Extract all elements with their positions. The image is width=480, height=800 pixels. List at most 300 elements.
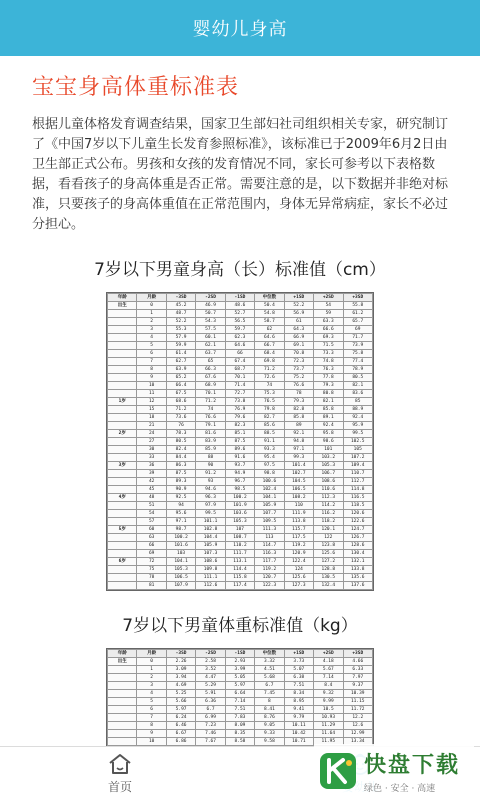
table-cell: 27 — [137, 438, 166, 446]
table-cell: 82.3 — [225, 422, 254, 430]
watermark-logo-icon — [318, 751, 358, 791]
table-cell: 11.29 — [314, 722, 343, 730]
table-row — [108, 566, 373, 574]
table-cell: 5.05 — [225, 674, 254, 682]
table-cell: 95.6 — [166, 510, 195, 518]
table-cell: 84.4 — [166, 454, 195, 462]
watermark-subtext: 绿色 · 安全 · 高速 — [364, 784, 436, 794]
table-cell: 74.8 — [314, 358, 343, 366]
table-cell: 66.3 — [196, 366, 225, 374]
table-cell: 5.66 — [166, 698, 195, 706]
table-cell: 1 — [137, 310, 166, 318]
table-cell: 48 — [137, 494, 166, 502]
table-cell: 8.09 — [225, 722, 254, 730]
table-cell: 10 — [137, 382, 166, 390]
table-row — [108, 462, 373, 470]
table-cell: 5.67 — [314, 666, 343, 674]
table-cell: 109.8 — [196, 566, 225, 574]
table-cell: 2.93 — [225, 658, 254, 666]
table-cell: 107.9 — [166, 582, 195, 590]
table-cell: 128.6 — [343, 542, 373, 550]
table-cell: 105.9 — [255, 502, 284, 510]
table-cell: 105 — [343, 446, 373, 454]
table-cell: 103 — [166, 550, 195, 558]
table-cell: 61.2 — [343, 310, 373, 318]
table-cell: 6岁 — [108, 558, 137, 566]
table-cell: 120.9 — [284, 550, 313, 558]
table-row — [108, 674, 373, 682]
table-cell: 88.5 — [255, 430, 284, 438]
table-cell: 76.5 — [255, 398, 284, 406]
table-cell: 7.67 — [196, 738, 225, 746]
table-cell: 85.6 — [255, 422, 284, 430]
table-row — [108, 414, 373, 422]
table-cell: 82.8 — [284, 406, 313, 414]
table-cell: 7.97 — [343, 674, 373, 682]
table-cell: 3岁 — [108, 462, 137, 470]
table-cell: 95.9 — [343, 422, 373, 430]
table-cell: 78 — [284, 390, 313, 398]
table-cell: 101.6 — [166, 542, 195, 550]
table-cell: 11.15 — [343, 698, 373, 706]
table-row — [108, 518, 373, 526]
table-cell: 71.7 — [343, 334, 373, 342]
table-cell: 116.5 — [343, 494, 373, 502]
table-cell: 110.7 — [343, 470, 373, 478]
table-cell: 126.7 — [343, 534, 373, 542]
table-cell: 63 — [137, 534, 166, 542]
table-cell: 116.3 — [255, 550, 284, 558]
table-cell: 9.58 — [255, 738, 284, 746]
table-cell: 107 — [225, 526, 254, 534]
table-cell: 45.2 — [166, 302, 195, 310]
table-cell: 103.2 — [314, 454, 343, 462]
table-cell: 62.7 — [166, 358, 195, 366]
table-cell — [108, 738, 137, 746]
table-cell: 116.2 — [314, 510, 343, 518]
table-header-cell: 中位数 — [255, 294, 284, 302]
table-cell: 85 — [343, 398, 373, 406]
table-cell: 98.8 — [255, 470, 284, 478]
table-cell: 6.99 — [196, 714, 225, 722]
table-cell: 96.3 — [196, 494, 225, 502]
table-cell: 117.5 — [284, 534, 313, 542]
table-cell: 105.9 — [196, 542, 225, 550]
table-cell: 73.9 — [343, 342, 373, 350]
table-cell: 75.2 — [284, 374, 313, 382]
table-cell: 98.7 — [166, 526, 195, 534]
table-cell: 9 — [137, 730, 166, 738]
table-cell: 71.2 — [166, 406, 195, 414]
table-row — [108, 366, 373, 374]
table-cell: 66 — [137, 542, 166, 550]
table-cell: 71.2 — [196, 398, 225, 406]
table-cell: 72.3 — [284, 358, 313, 366]
table-cell: 87.5 — [166, 470, 195, 478]
table-cell: 8 — [137, 366, 166, 374]
table-cell: 7 — [137, 714, 166, 722]
height-table-image — [106, 292, 374, 591]
table-header-cell: 月龄 — [137, 650, 166, 658]
table-cell: 100.2 — [225, 494, 254, 502]
table-header-cell: +3SD — [343, 650, 373, 658]
table-cell: 62.3 — [225, 334, 254, 342]
table-cell: 114.4 — [225, 566, 254, 574]
table-cell: 8 — [137, 722, 166, 730]
table-cell: 18 — [137, 414, 166, 422]
table-cell: 10.5 — [314, 706, 343, 714]
table-cell: 57.5 — [196, 326, 225, 334]
table-cell: 5.97 — [166, 706, 195, 714]
table-cell: 118.5 — [343, 502, 373, 510]
table-row — [108, 478, 373, 486]
table-cell: 103.6 — [225, 510, 254, 518]
table-cell — [108, 714, 137, 722]
table-row — [108, 666, 373, 674]
table-cell: 45 — [137, 486, 166, 494]
table-cell: 92.4 — [343, 414, 373, 422]
table-cell: 15 — [137, 406, 166, 414]
table-cell: 112.3 — [314, 494, 343, 502]
table-cell: 85.1 — [225, 430, 254, 438]
table-cell: 3.32 — [255, 658, 284, 666]
table-cell: 94 — [166, 502, 195, 510]
table-cell: 92.5 — [166, 494, 195, 502]
table-cell: 80.5 — [166, 438, 195, 446]
table-cell: 112.6 — [196, 582, 225, 590]
table-row — [108, 382, 373, 390]
table-cell: 107.3 — [196, 550, 225, 558]
table-cell — [108, 446, 137, 454]
table-cell: 90.9 — [166, 486, 195, 494]
table-cell: 82.1 — [343, 382, 373, 390]
table-cell: 2 — [137, 674, 166, 682]
table-cell: 13.34 — [343, 738, 373, 746]
table-cell: 120.1 — [314, 526, 343, 534]
table-cell: 93.3 — [255, 446, 284, 454]
table-row — [108, 342, 373, 350]
table-cell: 75.8 — [343, 350, 373, 358]
table-cell — [108, 310, 137, 318]
table-cell: 67.6 — [196, 374, 225, 382]
table-cell: 119.2 — [255, 566, 284, 574]
table-row — [108, 534, 373, 542]
table-cell — [108, 326, 137, 334]
table-cell: 82.4 — [166, 446, 195, 454]
table-cell: 9.41 — [284, 706, 313, 714]
table-row — [108, 310, 373, 318]
table-cell: 9.32 — [314, 690, 343, 698]
title-bar — [0, 0, 480, 56]
table-cell: 9.05 — [255, 722, 284, 730]
table-cell: 68.7 — [225, 366, 254, 374]
table-cell: 6.7 — [196, 706, 225, 714]
table-cell: 58.7 — [255, 318, 284, 326]
table-row — [108, 438, 373, 446]
tab-home[interactable] — [0, 747, 240, 800]
table-cell: 61.4 — [166, 350, 195, 358]
table-cell: 122.4 — [284, 558, 313, 566]
table-cell: 79.1 — [196, 422, 225, 430]
table-cell: 33 — [137, 454, 166, 462]
table-cell: 122.3 — [255, 582, 284, 590]
table-cell: 3 — [137, 682, 166, 690]
article-scroll-area[interactable] — [0, 56, 480, 746]
table-header-cell: 中位数 — [255, 650, 284, 658]
table-cell: 78 — [137, 574, 166, 582]
table-cell: 4.18 — [314, 658, 343, 666]
table-cell — [108, 334, 137, 342]
table-cell: 24 — [137, 430, 166, 438]
table-cell: 6.86 — [166, 738, 195, 746]
table-cell: 10.11 — [284, 722, 313, 730]
table-row — [108, 722, 373, 730]
table-cell: 66.6 — [314, 326, 343, 334]
table-cell: 3.09 — [166, 666, 195, 674]
table-cell: 71.5 — [314, 342, 343, 350]
table-cell: 4.69 — [166, 682, 195, 690]
table-cell: 111.3 — [255, 526, 284, 534]
table-cell: 11.95 — [314, 738, 343, 746]
table-cell: 9.37 — [343, 682, 373, 690]
table-cell: 110 — [284, 502, 313, 510]
table-cell: 107.7 — [255, 510, 284, 518]
table-cell: 104.1 — [166, 558, 195, 566]
table-cell: 85.8 — [284, 414, 313, 422]
table-cell: 91.1 — [255, 438, 284, 446]
table-cell: 133.8 — [343, 566, 373, 574]
table-cell: 5.97 — [225, 682, 254, 690]
table-cell: 125.6 — [314, 550, 343, 558]
table-cell: 65 — [196, 358, 225, 366]
table-cell: 100.6 — [255, 478, 284, 486]
weight-table — [107, 649, 373, 746]
table-cell — [108, 566, 137, 574]
table-cell: 48.6 — [225, 302, 254, 310]
table-cell: 111.9 — [284, 510, 313, 518]
table-cell: 6.38 — [284, 674, 313, 682]
table-cell — [108, 534, 137, 542]
table-cell: 106.5 — [284, 486, 313, 494]
table-cell: 4岁 — [108, 494, 137, 502]
table-cell: 64.3 — [284, 326, 313, 334]
table-cell: 66.9 — [284, 334, 313, 342]
table-cell: 8.41 — [255, 706, 284, 714]
table-cell: 76.9 — [225, 406, 254, 414]
table-cell: 122.6 — [343, 518, 373, 526]
table-header-cell: +2SD — [314, 650, 343, 658]
watermark — [314, 744, 474, 798]
table-cell: 76.6 — [284, 382, 313, 390]
table-header-cell: -2SD — [196, 650, 225, 658]
table-cell: 125.6 — [284, 574, 313, 582]
table-cell — [108, 722, 137, 730]
table-cell: 54.3 — [196, 318, 225, 326]
table-row — [108, 542, 373, 550]
table-row — [108, 558, 373, 566]
table-cell: 2岁 — [108, 430, 137, 438]
table-cell: 89.3 — [166, 478, 195, 486]
table-cell: 100.2 — [166, 534, 195, 542]
table-cell: 60 — [137, 526, 166, 534]
table-cell: 62 — [255, 326, 284, 334]
table-header-cell: -3SD — [166, 650, 195, 658]
table-cell — [108, 674, 137, 682]
table-cell: 105.3 — [314, 462, 343, 470]
table-row — [108, 658, 373, 666]
table-cell: 7.51 — [225, 706, 254, 714]
table-cell: 91.2 — [196, 470, 225, 478]
table-cell: 7.14 — [225, 698, 254, 706]
table-cell: 82.7 — [255, 414, 284, 422]
table-cell: 4.51 — [255, 666, 284, 674]
table-cell: 135.6 — [343, 574, 373, 582]
table-cell: 117.4 — [225, 582, 254, 590]
table-cell: 75.3 — [255, 390, 284, 398]
table-cell: 108.6 — [196, 558, 225, 566]
table-cell: 69.3 — [314, 334, 343, 342]
table-cell: 66 — [225, 350, 254, 358]
table-cell: 74 — [255, 382, 284, 390]
table-cell: 69 — [137, 550, 166, 558]
table-cell: 9.33 — [255, 730, 284, 738]
table-cell: 10 — [137, 738, 166, 746]
table-cell: 52.2 — [284, 302, 313, 310]
table-cell: 114.7 — [255, 542, 284, 550]
table-cell: 76.3 — [314, 366, 343, 374]
table-cell: 6.46 — [166, 722, 195, 730]
table-cell: 132.1 — [343, 558, 373, 566]
table-cell: 87.5 — [225, 438, 254, 446]
table-header-cell: +2SD — [314, 294, 343, 302]
table-cell: 10.42 — [284, 730, 313, 738]
table-cell: 106.7 — [314, 470, 343, 478]
table-cell: 81 — [137, 582, 166, 590]
table-cell: 70.8 — [284, 350, 313, 358]
table-cell: 7.14 — [314, 674, 343, 682]
table-cell: 101 — [314, 446, 343, 454]
table-cell — [108, 706, 137, 714]
table-cell: 9.79 — [284, 714, 313, 722]
table-cell: 89 — [284, 422, 313, 430]
table-cell: 130.4 — [343, 550, 373, 558]
table-cell: 91.6 — [225, 454, 254, 462]
table-cell: 1岁 — [108, 398, 137, 406]
table-cell: 12.6 — [343, 722, 373, 730]
table-cell: 114.8 — [343, 486, 373, 494]
table-cell: 68.9 — [196, 382, 225, 390]
table-cell: 5.68 — [255, 674, 284, 682]
table-cell: 5.07 — [284, 666, 313, 674]
table-row — [108, 334, 373, 342]
table-cell: 6.33 — [343, 666, 373, 674]
table-cell: 108.2 — [284, 494, 313, 502]
watermark-text: 快盘下载 — [364, 753, 461, 778]
table-cell: 6 — [137, 706, 166, 714]
table-cell: 68.4 — [255, 350, 284, 358]
table-cell: 52.7 — [225, 310, 254, 318]
table-cell: 出生 — [108, 302, 137, 310]
table-cell: 114.2 — [314, 502, 343, 510]
table-header-cell: 年龄 — [108, 294, 137, 302]
table-cell: 4 — [137, 690, 166, 698]
table-cell: 12.99 — [343, 730, 373, 738]
table-cell: 5.91 — [196, 690, 225, 698]
table-cell: 130.5 — [314, 574, 343, 582]
table-cell: 67.4 — [225, 358, 254, 366]
table-cell: 3.94 — [166, 674, 195, 682]
table-cell: 95.4 — [255, 454, 284, 462]
table-cell — [108, 682, 137, 690]
table-cell: 132.4 — [314, 582, 343, 590]
table-cell: 94.6 — [196, 486, 225, 494]
table-cell: 46.9 — [196, 302, 225, 310]
table-cell: 6.24 — [166, 714, 195, 722]
table-cell: 93 — [196, 478, 225, 486]
table-cell: 72 — [137, 558, 166, 566]
table-cell: 5.29 — [196, 682, 225, 690]
table-cell: 9.99 — [314, 698, 343, 706]
table-cell: 73.7 — [284, 366, 313, 374]
table-cell: 57.9 — [166, 334, 195, 342]
table-cell: 123.8 — [314, 542, 343, 550]
table-cell: 3 — [137, 326, 166, 334]
table-header-cell: +1SD — [284, 650, 313, 658]
table-cell: 7.83 — [225, 714, 254, 722]
table-cell: 85.9 — [196, 446, 225, 454]
table-cell: 97.1 — [166, 518, 195, 526]
table-cell: 72.7 — [225, 390, 254, 398]
table-cell: 77.4 — [343, 358, 373, 366]
table-cell: 71.4 — [225, 382, 254, 390]
table-cell: 6.67 — [166, 730, 195, 738]
table-cell: 101.4 — [284, 462, 313, 470]
table-cell: 79.3 — [314, 382, 343, 390]
table-cell: 4.47 — [196, 674, 225, 682]
table-cell: 9 — [137, 374, 166, 382]
table-cell — [108, 414, 137, 422]
table-cell: 112.7 — [343, 478, 373, 486]
table-cell: 7.45 — [255, 690, 284, 698]
table-header-cell: -1SD — [225, 294, 254, 302]
table-cell: 8.58 — [225, 738, 254, 746]
table-cell: 94.9 — [225, 470, 254, 478]
table-cell: 98.6 — [314, 438, 343, 446]
table-cell: 5 — [137, 342, 166, 350]
table-cell: 107.2 — [343, 454, 373, 462]
table-cell: 92.1 — [284, 430, 313, 438]
table-cell: 8.95 — [284, 698, 313, 706]
height-table-title: 7岁以下男童身高（长）标准值（cm） — [94, 260, 386, 280]
table-cell: 110.6 — [314, 486, 343, 494]
table-cell: 102.8 — [196, 526, 225, 534]
table-row — [108, 706, 373, 714]
table-cell: 92.4 — [314, 422, 343, 430]
table-cell: 109.4 — [343, 462, 373, 470]
table-cell — [108, 470, 137, 478]
table-cell: 62.1 — [196, 342, 225, 350]
table-row — [108, 398, 373, 406]
table-cell: 117.7 — [255, 558, 284, 566]
table-cell: 137.6 — [343, 582, 373, 590]
table-row — [108, 502, 373, 510]
table-cell: 7.23 — [196, 722, 225, 730]
table-cell: 120.6 — [343, 510, 373, 518]
table-cell: 8.76 — [255, 714, 284, 722]
app-title: 婴幼儿身高 — [192, 19, 288, 40]
table-cell: 3.52 — [196, 666, 225, 674]
table-cell: 113 — [255, 534, 284, 542]
